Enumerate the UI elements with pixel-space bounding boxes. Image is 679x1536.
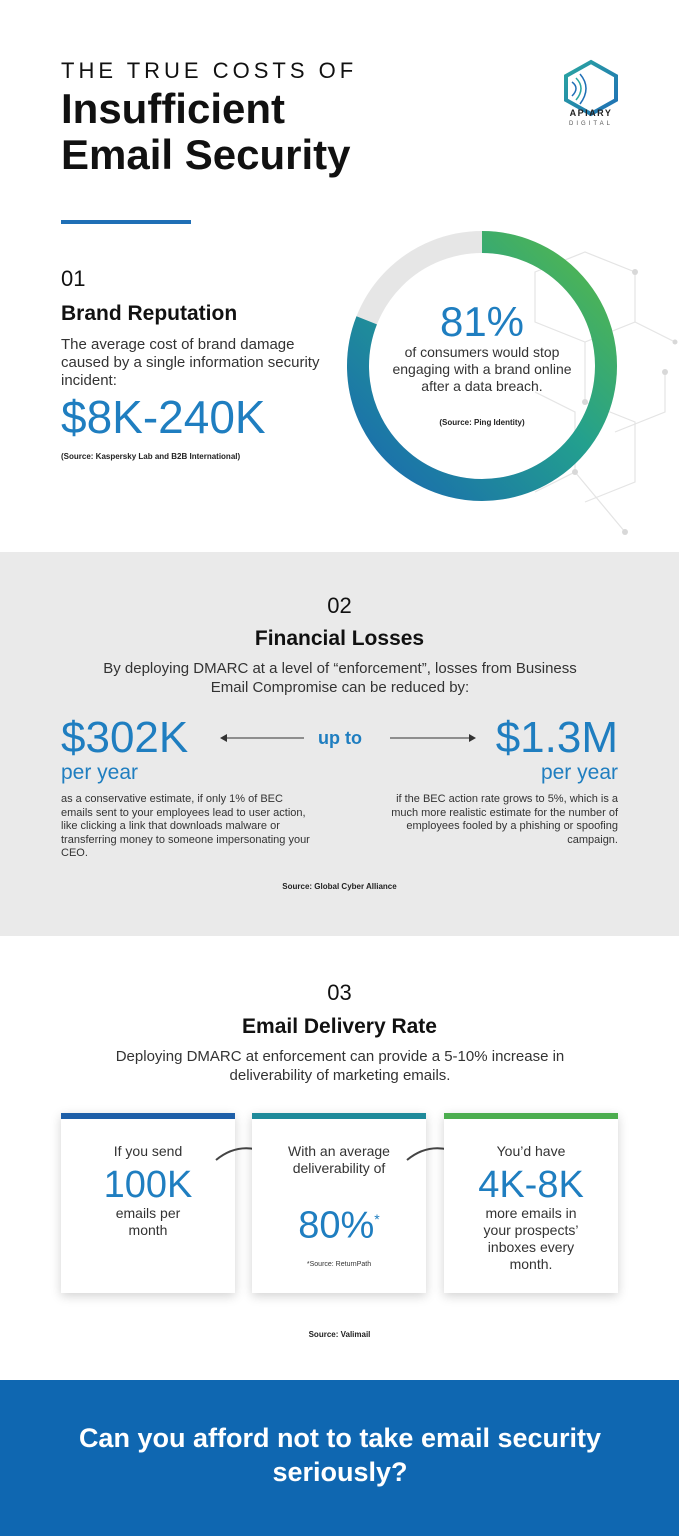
title-line-1: Insufficient xyxy=(61,85,286,132)
card-2-value-wrap xyxy=(260,1199,418,1246)
card-1-value: 100K xyxy=(103,1164,193,1206)
section-3-number: 03 xyxy=(327,980,352,1005)
section-1-title: Brand Reputation xyxy=(61,302,238,325)
card-2-pre: With an average deliverability of xyxy=(288,1143,390,1176)
card-3-value: 4K-8K xyxy=(478,1164,584,1206)
footer-cta-text: Can you afford not to take email security seriously? xyxy=(78,1423,602,1487)
loss-low-unit: per year xyxy=(61,761,139,784)
loss-low-description: as a conservative estimate, if only 1% of BEC emails sent to your employees lead to user action, like clicking a link that downloads malware or transferring money to someone impersonating your CEO. xyxy=(61,793,310,859)
loss-high-description: if the BEC action rate grows to 5%, which is a much more realistic estimate for the number of employees fooled by a phishing or spoofing campaign. xyxy=(391,793,618,846)
donut-source: (Source: Ping Identity) xyxy=(439,418,525,427)
section-2-title: Financial Losses xyxy=(254,627,425,650)
card-2-source: *Source: ReturnPath xyxy=(306,1261,372,1268)
card-3-post: more emails in your prospects’ inboxes every month. xyxy=(483,1205,579,1272)
card-1-post: emails per month xyxy=(115,1205,181,1238)
page-title xyxy=(61,86,461,178)
section-3-intro: Deploying DMARC at enforcement can provide a 5-10% increase in deliverability of marketing emails. xyxy=(115,1048,565,1084)
section-1-body: The average cost of brand damage caused by a single information security incident: xyxy=(61,336,320,389)
section-1-source: (Source: Kaspersky Lab and B2B International) xyxy=(61,452,241,461)
card-2-value: 80% xyxy=(298,1204,375,1247)
title-underline xyxy=(61,220,191,224)
card-emails-sent xyxy=(61,1113,235,1293)
donut-percent: 81% xyxy=(439,298,525,345)
loss-high-unit: per year xyxy=(540,761,618,784)
loss-high-value: $1.3M xyxy=(495,713,618,762)
kicker-text: THE TRUE COSTS OF xyxy=(61,58,358,83)
section-2-number: 02 xyxy=(327,593,352,618)
card-1-pre: If you send xyxy=(113,1143,183,1159)
up-to-label: up to xyxy=(318,728,362,748)
loss-low-value: $302K xyxy=(61,713,189,762)
logo-name: APIARY xyxy=(569,108,613,118)
brand-damage-cost: $8K-240K xyxy=(61,391,266,443)
section-3-title: Email Delivery Rate xyxy=(242,1015,437,1038)
card-3-top-bar xyxy=(444,1113,618,1119)
section-3-source: Source: Valimail xyxy=(308,1330,371,1339)
card-2-top-bar xyxy=(252,1113,426,1119)
section-2-source: Source: Global Cyber Alliance xyxy=(282,882,397,891)
card-3-pre: You’d have xyxy=(496,1143,566,1159)
logo-subtitle: DIGITAL xyxy=(569,121,613,127)
card-1-top-bar xyxy=(61,1113,235,1119)
card-2-asterisk: * xyxy=(374,1211,380,1227)
title-line-2: Email Security xyxy=(61,131,351,178)
donut-text: of consumers would stop engaging with a brand online after a data breach. xyxy=(392,344,572,394)
section-1-number: 01 xyxy=(61,266,86,291)
card-more-emails xyxy=(444,1113,618,1293)
section-2-intro: By deploying DMARC at a level of “enforcement”, losses from Business Email Compromise can be reduced by: xyxy=(103,660,577,696)
arrow-left-icon xyxy=(220,732,304,744)
card-deliverability xyxy=(252,1113,426,1293)
